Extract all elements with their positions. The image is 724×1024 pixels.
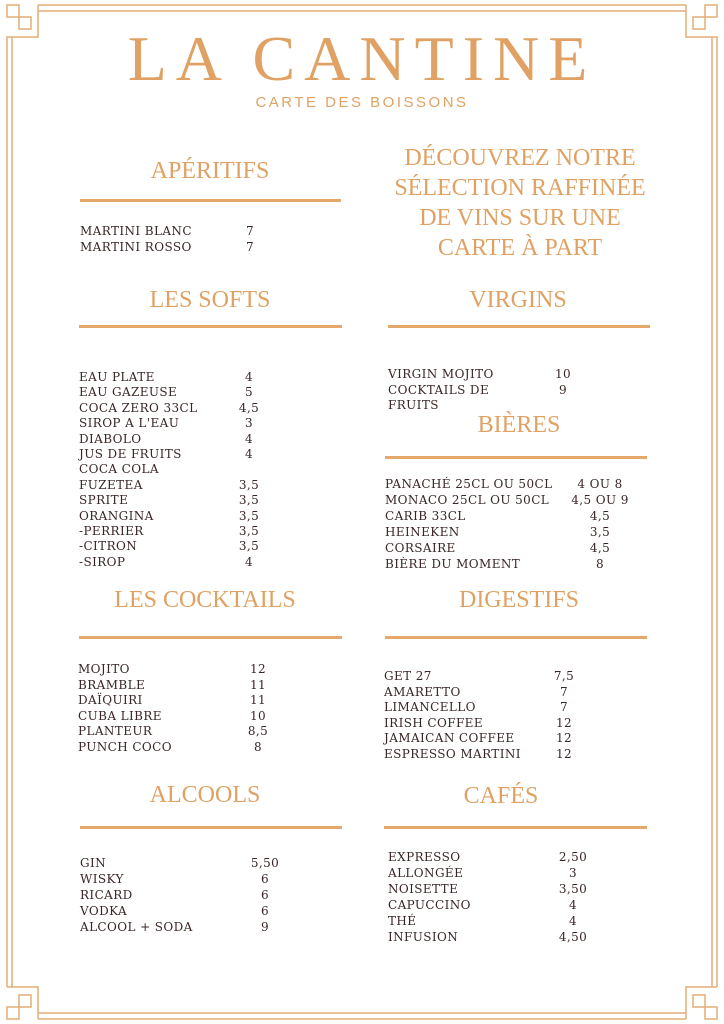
menu-item (385, 524, 645, 540)
item-name: PANACHÉ 25CL OU 50CL (385, 477, 553, 491)
section-title-virgins: VIRGINS (469, 287, 567, 313)
menu-item (384, 747, 594, 763)
item-price: 7 (559, 684, 569, 699)
divider (384, 826, 647, 829)
item-price: 4,5 (589, 509, 611, 523)
menu-item (385, 492, 645, 508)
section-title-digestifs: DIGESTIFS (458, 587, 579, 613)
menu-subtitle: CARTE DES BOISSONS (255, 94, 469, 111)
item-price: 4 (568, 898, 578, 912)
item-name: MARTINI ROSSO (80, 239, 192, 254)
item-price: 6 (260, 904, 270, 918)
item-price: 12 (249, 662, 267, 676)
menu-item (80, 855, 295, 871)
menu-item (80, 871, 295, 887)
section-title-aperitifs: APÉRITIFS (150, 158, 270, 184)
restaurant-title: LA CANTINE (127, 23, 597, 94)
item-name: -PERRIER (79, 524, 144, 539)
section-title-softs: LES SOFTS (149, 287, 271, 313)
item-name: COCA ZERO 33CL (79, 400, 198, 415)
item-price: 9 (260, 920, 270, 934)
item-name: MOJITO (78, 662, 130, 676)
item-name: CARIB 33CL (385, 509, 466, 523)
item-price: 4,50 (558, 930, 588, 944)
wine-promo: DÉCOUVREZ NOTRE SÉLECTION RAFFINÉE DE VINS SUR UNE CARTE À PART (394, 145, 646, 261)
digestifs-list (384, 669, 594, 762)
menu-item (79, 416, 279, 431)
menu-item (78, 740, 288, 756)
menu-item (78, 724, 288, 740)
item-name: GET 27 (384, 669, 432, 683)
section-title-alcools: ALCOOLS (149, 782, 261, 808)
item-price: 5,50 (250, 856, 280, 870)
item-name: JUS DE FRUITS (79, 447, 182, 462)
item-price: 11 (249, 677, 267, 692)
item-name: IRISH COFFEE (384, 715, 484, 730)
divider (388, 325, 650, 328)
item-name: ESPRESSO MARTINI (384, 746, 521, 761)
item-name: ORANGINA (79, 508, 154, 523)
item-price: 3,5 (238, 493, 260, 508)
menu-item (79, 432, 279, 447)
item-name: VIRGIN MOJITO (388, 367, 494, 381)
item-price: 6 (260, 888, 270, 902)
item-price: 4,5 (238, 400, 260, 415)
menu-item (80, 224, 280, 240)
item-name: EAU PLATE (79, 370, 155, 384)
item-name: THÉ (388, 914, 417, 928)
menu-item (80, 240, 280, 256)
item-price: 12 (555, 731, 573, 745)
item-name: ALLONGÉE (388, 866, 464, 880)
item-name: PLANTEUR (78, 724, 153, 738)
item-price: 5 (244, 385, 254, 400)
item-name: PUNCH COCO (78, 739, 172, 754)
menu-item (388, 383, 593, 414)
item-name: COCKTAILS DE FRUITS (388, 382, 490, 412)
menu-item (80, 887, 295, 903)
menu-item (388, 913, 603, 929)
item-name: GIN (80, 856, 107, 870)
menu-item (384, 685, 594, 701)
item-name: EXPRESSO (388, 850, 461, 864)
item-price: 4,5 (589, 541, 611, 555)
section-title-cafes: CAFÉS (463, 783, 539, 809)
item-price: 11 (249, 693, 267, 707)
item-price: 2,50 (558, 850, 588, 864)
item-name: AMARETTO (384, 684, 461, 699)
item-price: 4 (244, 447, 254, 462)
cafes-list (388, 849, 603, 945)
item-name: DAÏQUIRI (78, 693, 143, 707)
item-price: 4 OU 8 (577, 477, 623, 491)
menu-item (80, 903, 295, 919)
item-price: 12 (555, 715, 573, 730)
menu-item (78, 662, 288, 678)
item-name: BRAMBLE (78, 677, 146, 692)
divider (80, 826, 342, 829)
menu-item (80, 919, 295, 935)
menu-item (385, 476, 645, 492)
item-price: 8,5 (247, 724, 269, 738)
menu-item (79, 478, 279, 493)
section-title-bieres: BIÈRES (477, 412, 561, 438)
item-price: 4 (244, 431, 254, 446)
item-name: WISKY (80, 872, 124, 886)
item-name: EAU GAZEUSE (79, 385, 178, 400)
divider (79, 325, 342, 328)
item-name: FUZETEA (79, 477, 143, 492)
item-name: VODKA (80, 904, 128, 918)
menu-item (384, 669, 594, 685)
menu-item (385, 556, 645, 572)
item-price: 3,5 (238, 539, 260, 554)
item-price: 9 (558, 382, 568, 397)
item-name: NOISETTE (388, 882, 459, 896)
item-name: -CITRON (79, 539, 138, 554)
menu-item (384, 731, 594, 747)
menu-item (79, 524, 279, 539)
item-name: CUBA LIBRE (78, 708, 162, 723)
item-price: 8 (595, 557, 605, 571)
menu-item (385, 540, 645, 556)
item-price: 4 (244, 554, 254, 569)
item-price: 3,5 (589, 525, 611, 539)
divider (79, 636, 342, 639)
menu-item (78, 678, 288, 694)
menu-item (79, 509, 279, 524)
item-name: MARTINI BLANC (80, 224, 192, 238)
item-price: 3 (568, 866, 578, 880)
section-title-cocktails: LES COCKTAILS (114, 587, 296, 613)
menu-item (79, 401, 279, 416)
item-name: CORSAIRE (385, 541, 456, 555)
menu-item (78, 693, 288, 709)
bieres-list (385, 476, 645, 572)
cocktails-list (78, 662, 288, 755)
menu-item (79, 493, 279, 508)
menu-item (388, 897, 603, 913)
item-price: 6 (260, 872, 270, 886)
menu-item (79, 539, 279, 554)
item-name: LIMANCELLO (384, 700, 476, 714)
item-price: 3 (244, 416, 254, 431)
menu-item (79, 385, 279, 400)
item-name: JAMAICAN COFFEE (384, 731, 515, 745)
menu-item (79, 555, 279, 570)
alcools-list (80, 855, 295, 935)
virgins-list (388, 367, 593, 414)
menu-item (78, 709, 288, 725)
item-name: COCA COLA (79, 462, 159, 477)
softs-list (79, 370, 279, 570)
item-name: SIROP A L'EAU (79, 416, 180, 431)
item-name: CAPUCCINO (388, 898, 471, 912)
item-name: -SIROP (79, 554, 126, 569)
menu-item (384, 700, 594, 716)
item-price: 4 (244, 370, 254, 384)
item-price: 3,5 (238, 524, 260, 539)
item-name: BIÈRE DU MOMENT (385, 557, 521, 571)
item-name: RICARD (80, 888, 133, 902)
item-price: 8 (253, 739, 263, 754)
item-price: 3,5 (238, 508, 260, 523)
item-name: INFUSION (388, 930, 459, 944)
item-price: 3,50 (558, 882, 588, 896)
aperitifs-list (80, 224, 280, 255)
item-name: DIABOLO (79, 431, 142, 446)
divider (385, 636, 647, 639)
menu-item (79, 370, 279, 385)
item-name: HEINEKEN (385, 525, 460, 539)
item-price: 12 (555, 746, 573, 761)
menu-item (388, 849, 603, 865)
item-name: MONACO 25CL OU 50CL (385, 493, 550, 507)
item-price: 4 (568, 914, 578, 928)
item-price: 10 (554, 367, 572, 381)
item-name: ALCOOL + SODA (80, 920, 193, 934)
divider (385, 456, 647, 459)
item-price: 7 (245, 224, 255, 238)
menu-item (388, 929, 603, 945)
menu-item (79, 462, 279, 477)
item-price: 3,5 (238, 477, 260, 492)
menu-item (384, 716, 594, 732)
item-price: 7,5 (553, 669, 575, 683)
menu-item (388, 367, 593, 383)
item-price: 10 (249, 708, 267, 723)
item-name: SPRITE (79, 493, 129, 508)
divider (80, 199, 341, 202)
menu-item (388, 865, 603, 881)
item-price: 4,5 OU 9 (571, 493, 629, 507)
item-price: 7 (559, 700, 569, 714)
menu-item (79, 447, 279, 462)
item-price: 7 (245, 239, 255, 254)
menu-item (388, 881, 603, 897)
item-price (219, 462, 279, 477)
menu-item (385, 508, 645, 524)
